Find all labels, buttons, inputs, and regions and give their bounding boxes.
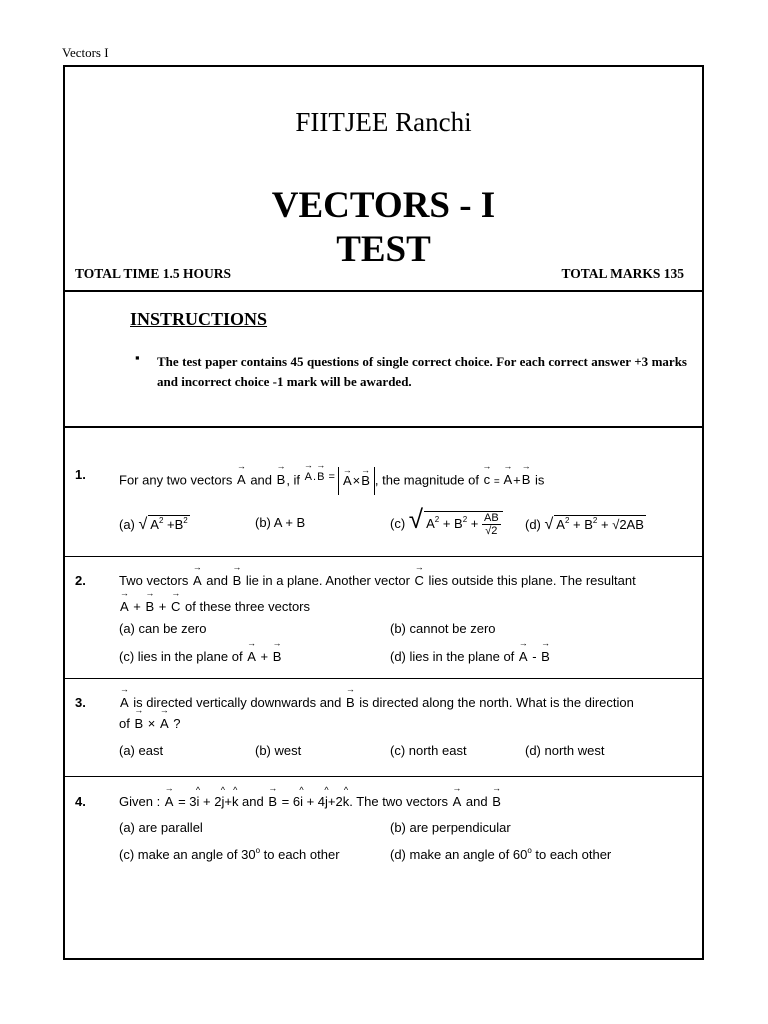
- divider: [65, 776, 702, 777]
- question-2-option-a[interactable]: (a) can be zero: [119, 621, 207, 636]
- question-1-option-a[interactable]: (a) √ $A^2 +B^2$: [119, 516, 188, 533]
- question-1-option-c[interactable]: (c) √ $A^2 + B^2$ + $\frac{AB}{√2}$: [390, 504, 503, 537]
- cross-product-magnitude: → A×→ B: [338, 467, 375, 495]
- question-3-option-d[interactable]: (d) north west: [525, 743, 605, 758]
- test-title: [65, 184, 702, 272]
- question-3-option-b[interactable]: (b) west: [255, 743, 302, 758]
- divider: [65, 426, 702, 428]
- question-number: 2.: [75, 573, 86, 588]
- question-2-option-d[interactable]: (d) lies in the plane of → A - → B: [390, 649, 551, 664]
- institute-name: FIITJEE Ranchi: [295, 107, 472, 137]
- test-paper-frame: [63, 65, 704, 960]
- total-marks: TOTAL MARKS 135: [561, 266, 684, 281]
- question-number: 4.: [75, 794, 86, 809]
- running-header: Vectors I: [62, 45, 109, 60]
- question-3-option-a[interactable]: (a) east: [119, 743, 164, 758]
- question-4-option-d[interactable]: (d) make an angle of 60$^o$ to each other: [390, 846, 612, 862]
- question-2-option-c[interactable]: (c) lies in the plane of → A + → B: [119, 649, 282, 664]
- question-2-stem-line-2: → A + → B + → C of these three vectors: [119, 599, 310, 614]
- title-line-2: TEST: [336, 229, 431, 270]
- question-number: 3.: [75, 695, 86, 710]
- question-4-option-b[interactable]: (b) are perpendicular: [390, 820, 511, 835]
- question-1-option-d[interactable]: (d) √ $A^2 + B^2 + √2AB$: [525, 516, 644, 533]
- instructions-heading: INSTRUCTIONS: [130, 309, 268, 329]
- divider: [65, 678, 702, 679]
- bullet-icon: ▪: [135, 350, 140, 365]
- question-2-stem-line-1: Two vectors → A and → B lie in a plane. Another vector → C lies outside this plane. The resultant: [119, 573, 636, 588]
- total-time: TOTAL TIME 1.5 HOURS: [75, 266, 232, 281]
- question-3-option-c[interactable]: (c) north east: [390, 743, 467, 758]
- vector-b: → B: [277, 472, 286, 487]
- question-4-stem: Given : → A = 3^ i + 2^ j+^ k and → B = 6^ i + 4^ j+2^ k. The two vectors → A and → B: [119, 794, 502, 809]
- question-4-option-a[interactable]: (a) are parallel: [119, 820, 203, 835]
- question-2-option-b[interactable]: (b) cannot be zero: [390, 621, 496, 636]
- instructions-text: The test paper contains 45 questions of single correct choice. For each correct answer +3 marks and incorrect choice -1 mark will be awarded.: [157, 354, 687, 389]
- question-1-stem: For any two vectors → A and → B, if → $^{A.\to B =}$ → A×→ B , the magnitude of → c = → A+→ B is: [119, 467, 544, 495]
- vector-a: → A: [237, 472, 246, 487]
- question-3-stem-line-1: → A is directed vertically downwards and → B is directed along the north. What is the direction: [119, 695, 634, 710]
- question-number: 1.: [75, 467, 86, 482]
- question-3-stem-line-2: of → B × → A ?: [119, 716, 180, 731]
- question-1-option-b[interactable]: (b) A + B: [255, 515, 306, 530]
- divider: [65, 290, 702, 292]
- question-4-option-c[interactable]: (c) make an angle of 30$^o$ to each other: [119, 846, 340, 862]
- divider: [65, 556, 702, 557]
- title-line-1: VECTORS - I: [271, 185, 496, 226]
